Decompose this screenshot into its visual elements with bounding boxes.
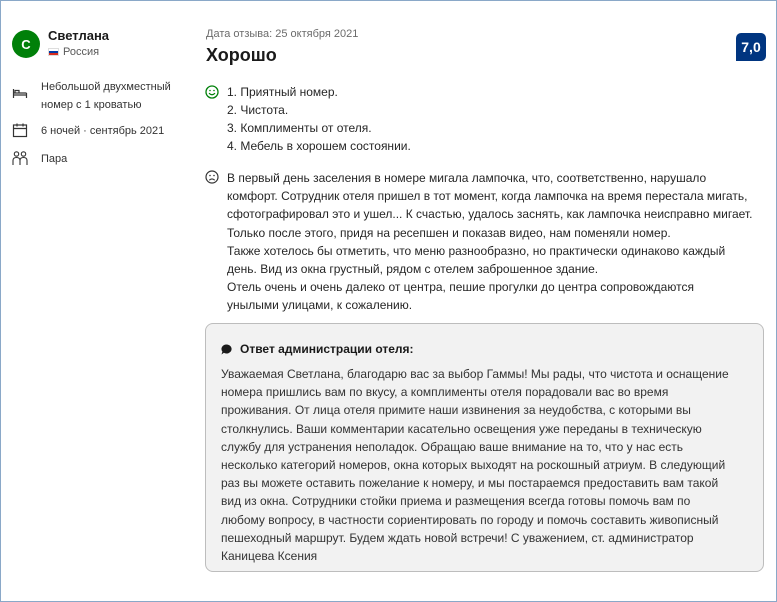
speech-bubble-icon: [221, 344, 232, 355]
negative-line: Отель очень и очень далеко от центра, пешие прогулки до центра сопровождаются: [227, 280, 694, 295]
room-type-line1: Небольшой двухместный: [41, 81, 171, 93]
negative-line: Только после этого, придя на ресепшен и показав видео, нам поменяли номер.: [227, 225, 671, 240]
negative-line: унылыми улицами, к сожалению.: [227, 298, 413, 313]
room-type-line2: номер с 1 кроватью: [41, 99, 142, 111]
reply-line: номера пришлись вам по вкусу, а комплименты отеля порадовали вас во время: [221, 385, 669, 400]
hotel-reply-heading: [221, 342, 414, 356]
hotel-reply-heading-label: Ответ администрации отеля:: [240, 342, 414, 356]
stay-duration-label: 6 ночей · сентябрь 2021: [41, 125, 165, 137]
review-title: Хорошо: [206, 45, 277, 65]
russia-flag-icon: [48, 48, 59, 56]
reply-line: раз вы можете оставить пожелание к номеру, и мы постараемся предоставить вам такой: [221, 476, 719, 491]
positive-item: 2. Чистота.: [227, 103, 289, 117]
positive-item: 1. Приятный номер.: [227, 85, 338, 99]
negative-line: комфорт. Сотрудник отеля пришел в тот момент, когда лампочка на время перестала мигать,: [227, 189, 748, 204]
calendar-icon: [12, 122, 28, 138]
review-score-badge: 7,0: [736, 33, 766, 61]
negative-line: Также хотелось бы отметить, что меню разнообразно, но практически одинаково каждый: [227, 243, 726, 258]
couple-icon: [12, 150, 28, 166]
reply-line: проживания. От лица отеля примите наши извинения за неудобства, с которыми вы: [221, 403, 691, 418]
frown-icon: [205, 170, 219, 184]
smile-icon: [205, 85, 219, 99]
reply-line: несколько категорий номеров, окна которых выходят на роскошный атриум. В следующий: [221, 458, 726, 473]
negative-line: В первый день заселения в номере мигала лампочка, что, соответственно, нарушало: [227, 171, 707, 185]
positive-list: [227, 83, 411, 155]
bed-icon: [12, 85, 28, 101]
hotel-reply-box: [205, 323, 764, 572]
reply-line: пешеходный маршрут. Будем ждать новой встречи! С уважением, ст. администратор: [221, 530, 694, 545]
avatar: С: [12, 30, 40, 58]
reply-line: службу для устранения неполадок. Обращаю ваше внимание на то, что у нас есть: [221, 439, 684, 454]
reply-line: столкнулись. Ваши комментарии касательно освещения уже переданы в техническую: [221, 421, 702, 436]
reply-line: любому вопросу, в частности сориентировать по городу и помочь составить живописный: [221, 512, 719, 527]
hotel-reply-text: [221, 365, 751, 565]
reviewer-name: Светлана: [48, 28, 110, 43]
reply-line: вид из окна. Сотрудники стойки приема и размещения всегда готовы помочь вам по: [221, 494, 691, 509]
traveler-type-label: Пара: [41, 153, 68, 165]
negative-line: день. Вид из окна грустный, рядом с отелем заброшенное здание.: [227, 262, 599, 277]
reply-line: Уважаемая Светлана, благодарю вас за выбор Гаммы! Мы рады, что чистота и оснащение: [221, 367, 729, 381]
review-date: Дата отзыва: 25 октября 2021: [206, 28, 359, 40]
positive-item: 4. Мебель в хорошем состоянии.: [227, 139, 411, 153]
reply-line: Каницева Ксения: [221, 549, 318, 564]
negative-line: сфотографировал это и ушел... К счастью, удалось заснять, как лампочка неисправно мигает.: [227, 207, 753, 222]
reviewer-country: [48, 46, 99, 58]
negative-text: [227, 169, 757, 315]
positive-item: 3. Комплименты от отеля.: [227, 121, 372, 135]
country-label: Россия: [63, 46, 100, 58]
